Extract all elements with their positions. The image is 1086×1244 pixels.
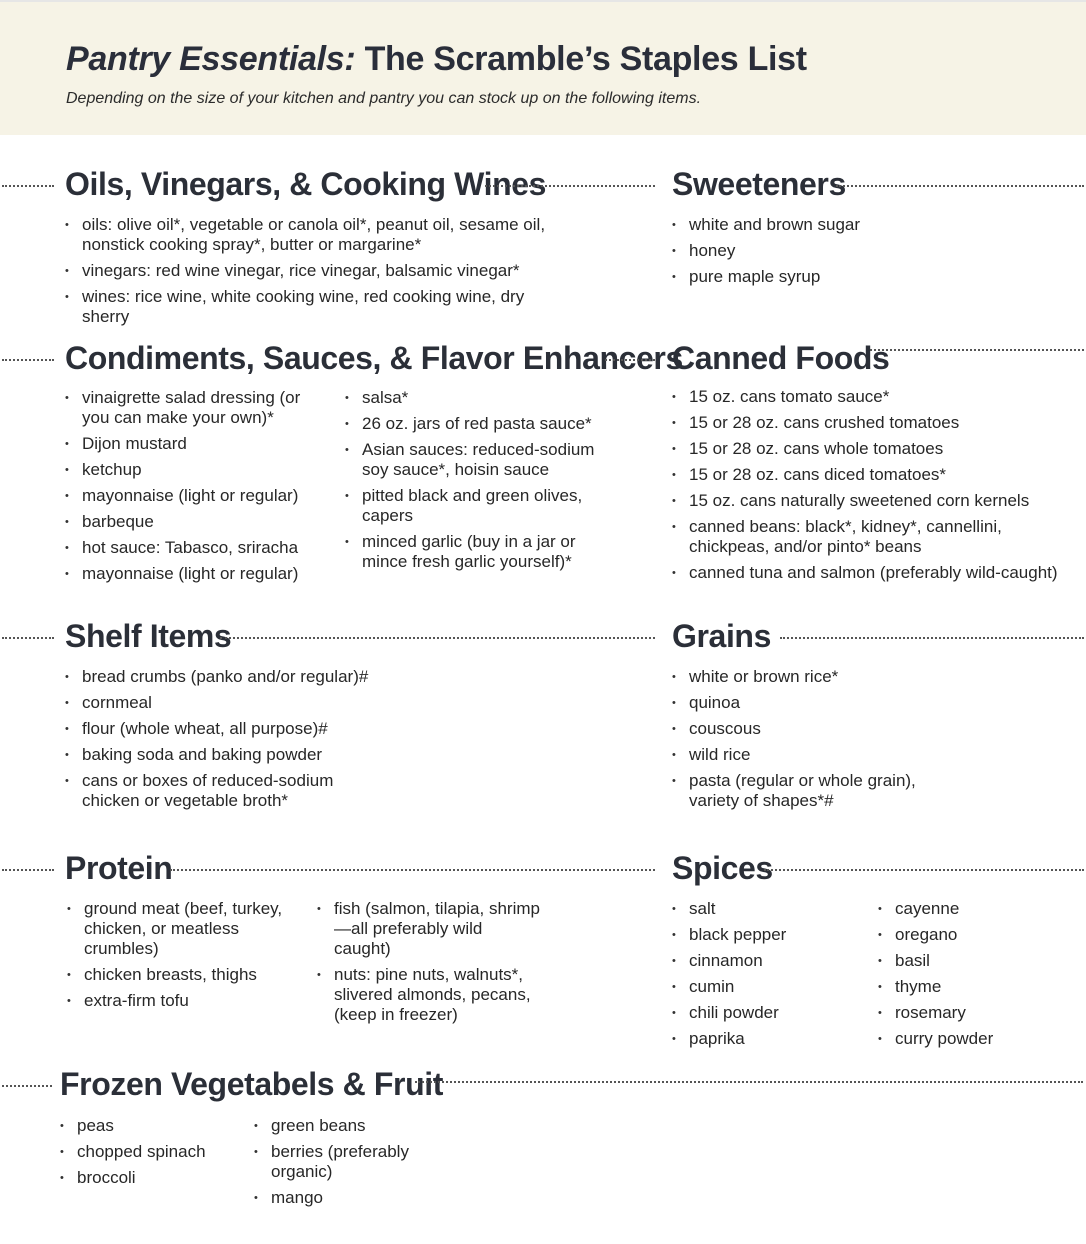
list-item: • cans or boxes of reduced-sodium chicken or vegetable broth* (65, 771, 395, 811)
list-item: • green beans (254, 1116, 424, 1136)
section-divider (2, 359, 54, 361)
list-item: • quinoa (672, 693, 932, 713)
section-divider (836, 185, 1084, 187)
list-item: • 15 oz. cans naturally sweetened corn kernels (672, 491, 1067, 511)
list-item: • honey (672, 241, 1072, 261)
list-item: • baking soda and baking powder (65, 745, 395, 765)
section-canned (672, 339, 1086, 589)
list-item: • extra-firm tofu (67, 991, 292, 1011)
list-item: • chicken breasts, thighs (67, 965, 292, 985)
list-item: • vinegars: red wine vinegar, rice vinegar, balsamic vinegar* (65, 261, 565, 281)
section-condiments (0, 339, 683, 589)
title-italic: Pantry Essentials: (66, 40, 356, 78)
section-divider (485, 185, 655, 187)
list-item: • basil (878, 951, 1058, 971)
list-item: • 15 oz. cans tomato sauce* (672, 387, 1067, 407)
list-item: • wines: rice wine, white cooking wine, red cooking wine, dry sherry (65, 287, 565, 327)
section-sweeteners (672, 165, 1086, 315)
list-item: • thyme (878, 977, 1058, 997)
section-divider (2, 637, 54, 639)
list-item: • mayonnaise (light or regular) (65, 564, 320, 584)
list-item: • curry powder (878, 1029, 1058, 1049)
section-shelf (0, 617, 660, 817)
list-item: • pasta (regular or whole grain), variety of shapes*# (672, 771, 932, 811)
list-item: • 15 or 28 oz. cans diced tomatoes* (672, 465, 1067, 485)
title-rest: The Scramble’s Staples List (364, 40, 807, 78)
list-item: • 26 oz. jars of red pasta sauce* (345, 414, 595, 434)
list-item: • oregano (878, 925, 1058, 945)
section-divider (415, 1081, 1083, 1083)
list-item: • cinnamon (672, 951, 852, 971)
section-divider (870, 349, 1084, 351)
list-item: • Asian sauces: reduced-sodium soy sauce*, hoisin sauce (345, 440, 595, 480)
item-list (317, 899, 542, 1031)
list-item: • couscous (672, 719, 932, 739)
item-list (672, 387, 1067, 589)
page-title (66, 40, 807, 79)
list-item: • hot sauce: Tabasco, sriracha (65, 538, 320, 558)
section-protein (0, 849, 660, 1049)
list-item: • bread crumbs (panko and/or regular)# (65, 667, 395, 687)
list-item: • barbeque (65, 512, 320, 532)
section-title: Spices (672, 850, 773, 886)
list-item: • 15 or 28 oz. cans crushed tomatoes (672, 413, 1067, 433)
list-item: • wild rice (672, 745, 932, 765)
section-title: Oils, Vinegars, & Cooking Wines (65, 166, 547, 202)
section-divider (170, 869, 655, 871)
section-oils (0, 165, 660, 326)
section-divider (2, 185, 54, 187)
list-item: • mayonnaise (light or regular) (65, 486, 320, 506)
list-item: • flour (whole wheat, all purpose)# (65, 719, 395, 739)
item-list (60, 1116, 240, 1194)
list-item: • mango (254, 1188, 424, 1208)
item-list (672, 899, 852, 1055)
section-divider (764, 869, 1084, 871)
item-list (65, 667, 395, 817)
section-title: Shelf Items (65, 618, 232, 654)
item-list (65, 215, 565, 333)
list-item: • ketchup (65, 460, 320, 480)
section-divider (2, 1085, 52, 1087)
item-list (67, 899, 292, 1017)
list-item: • canned beans: black*, kidney*, cannellini, chickpeas, and/or pinto* beans (672, 517, 1067, 557)
list-item: • cornmeal (65, 693, 395, 713)
section-divider (605, 359, 655, 361)
page-subtitle: Depending on the size of your kitchen and pantry you can stock up on the following items. (66, 90, 702, 107)
page-header (0, 0, 1086, 135)
section-divider (780, 637, 1084, 639)
section-divider (220, 637, 655, 639)
list-item: • white and brown sugar (672, 215, 1072, 235)
item-list (672, 215, 1072, 293)
list-item: • nuts: pine nuts, walnuts*, slivered almonds, pecans, (keep in freezer) (317, 965, 542, 1025)
list-item: • broccoli (60, 1168, 240, 1188)
list-item: • black pepper (672, 925, 852, 945)
section-title: Canned Foods (672, 340, 890, 376)
section-title: Frozen Vegetabels & Fruit (60, 1066, 443, 1102)
list-item: • pure maple syrup (672, 267, 1072, 287)
item-list (65, 388, 320, 590)
list-item: • minced garlic (buy in a jar or mince fresh garlic yourself)* (345, 532, 595, 572)
list-item: • berries (preferably organic) (254, 1142, 424, 1182)
item-list (345, 388, 595, 578)
list-item: • pitted black and green olives, capers (345, 486, 595, 526)
list-item: • cumin (672, 977, 852, 997)
list-item: • Dijon mustard (65, 434, 320, 454)
list-item: • oils: olive oil*, vegetable or canola oil*, peanut oil, sesame oil, nonstick cooking spray*, butter or margarine* (65, 215, 565, 255)
section-title: Grains (672, 618, 771, 654)
list-item: • rosemary (878, 1003, 1058, 1023)
section-grains (672, 617, 1086, 817)
list-item: • paprika (672, 1029, 852, 1049)
list-item: • chili powder (672, 1003, 852, 1023)
list-item: • salt (672, 899, 852, 919)
section-title: Sweeteners (672, 166, 846, 202)
section-frozen (0, 1065, 1086, 1235)
list-item: • ground meat (beef, turkey, chicken, or meatless crumbles) (67, 899, 292, 959)
item-list (672, 667, 932, 817)
section-divider (2, 869, 54, 871)
section-title: Protein (65, 850, 173, 886)
list-item: • fish (salmon, tilapia, shrimp—all preferably wild caught) (317, 899, 542, 959)
list-item: • vinaigrette salad dressing (or you can make your own)* (65, 388, 320, 428)
item-list (878, 899, 1058, 1055)
section-title: Condiments, Sauces, & Flavor Enhancers (65, 340, 683, 376)
list-item: • white or brown rice* (672, 667, 932, 687)
list-item: • salsa* (345, 388, 595, 408)
section-spices (672, 849, 1086, 1049)
item-list (254, 1116, 424, 1214)
list-item: • cayenne (878, 899, 1058, 919)
list-item: • chopped spinach (60, 1142, 240, 1162)
list-item: • canned tuna and salmon (preferably wild-caught) (672, 563, 1067, 583)
list-item: • 15 or 28 oz. cans whole tomatoes (672, 439, 1067, 459)
list-item: • peas (60, 1116, 240, 1136)
